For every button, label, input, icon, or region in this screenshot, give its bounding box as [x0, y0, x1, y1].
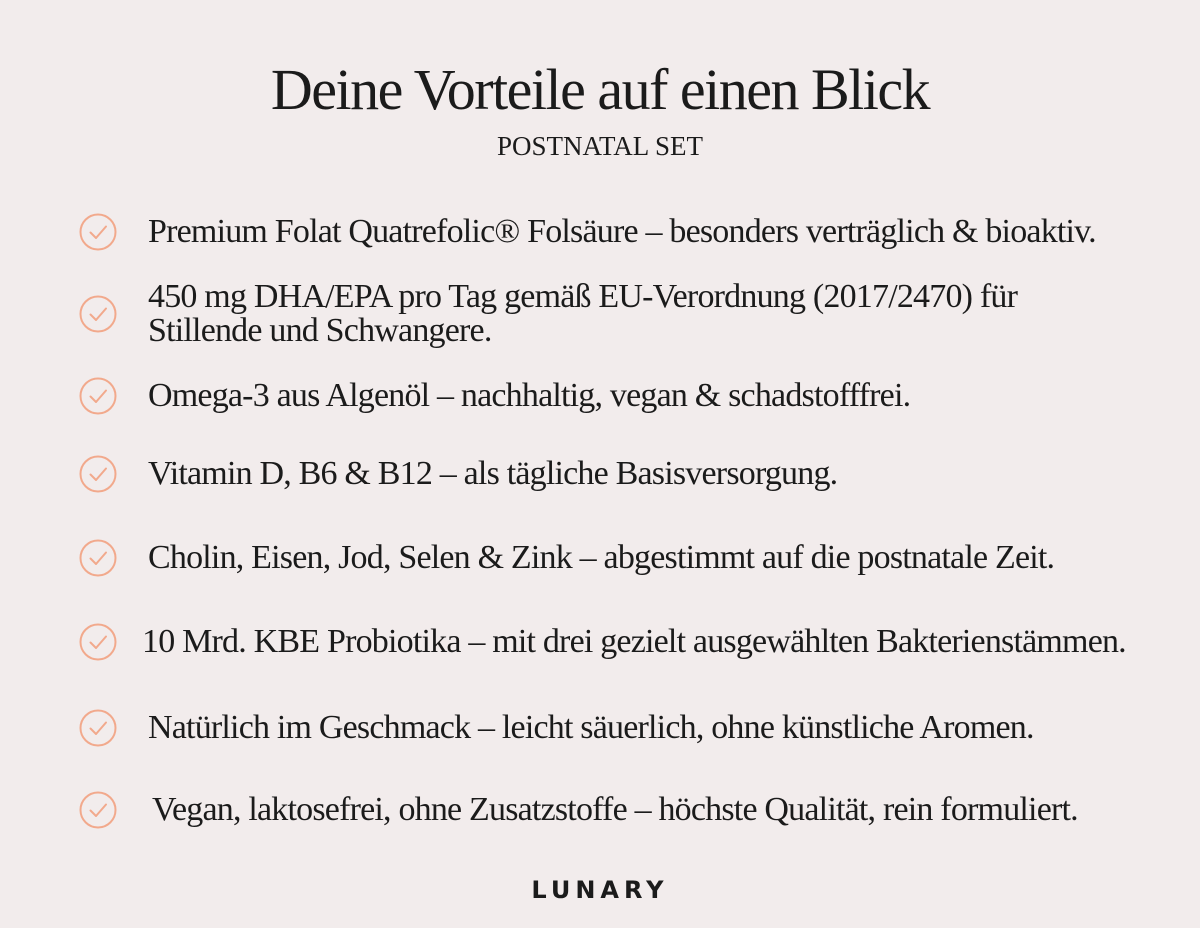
benefit-item — [78, 528, 1178, 588]
benefit-text: Natürlich im Geschmack – leicht säuerlich, ohne künstliche Aromen. — [148, 709, 1034, 746]
check-circle-icon — [78, 538, 118, 578]
check-circle-icon — [78, 790, 118, 830]
benefit-item — [78, 366, 1178, 426]
benefit-item — [78, 278, 1178, 349]
brand-logo: LUNARY — [531, 876, 669, 904]
benefit-item — [78, 202, 1178, 262]
benefit-item — [78, 698, 1178, 758]
check-circle-icon — [78, 294, 118, 334]
benefit-text: Omega-3 aus Algenöl – nachhaltig, vegan & schadstofffrei. — [148, 377, 911, 414]
benefit-item — [78, 444, 1178, 504]
benefit-item — [78, 612, 1178, 672]
benefit-text: Premium Folat Quatrefolic® Folsäure – besonders verträglich & bioaktiv. — [148, 213, 1096, 250]
check-circle-icon — [78, 622, 118, 662]
benefit-text: 450 mg DHA/EPA pro Tag gemäß EU-Verordnung (2017/2470) für Stillende und Schwangere. — [148, 278, 1018, 349]
check-circle-icon — [78, 454, 118, 494]
page-title: Deine Vorteile auf einen Blick — [270, 57, 930, 122]
benefit-item — [78, 780, 1178, 840]
page-subtitle: POSTNATAL SET — [496, 131, 704, 161]
check-circle-icon — [78, 212, 118, 252]
benefit-text: Vitamin D, B6 & B12 – als tägliche Basisversorgung. — [148, 455, 838, 492]
check-circle-icon — [78, 376, 118, 416]
check-circle-icon — [78, 708, 118, 748]
benefit-text: Vegan, laktosefrei, ohne Zusatzstoffe – höchste Qualität, rein formuliert. — [152, 791, 1078, 828]
benefit-text: 10 Mrd. KBE Probiotika – mit drei gezielt ausgewählten Bakterienstämmen. — [142, 623, 1126, 660]
benefit-text: Cholin, Eisen, Jod, Selen & Zink – abgestimmt auf die postnatale Zeit. — [148, 539, 1055, 576]
